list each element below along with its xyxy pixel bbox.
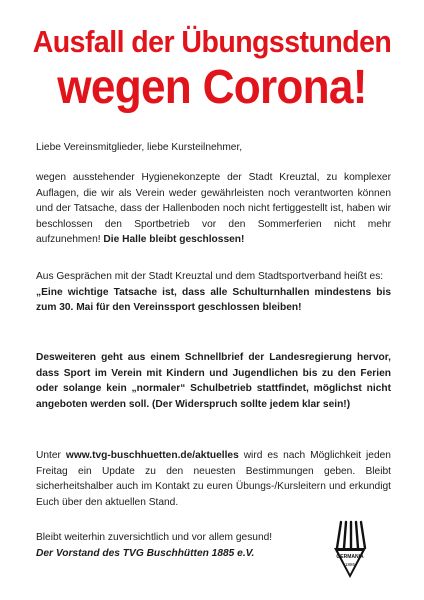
website-link[interactable]: www.tvg-buschhuetten.de/aktuelles xyxy=(65,450,239,461)
greeting-text: Liebe Vereinsmitglieder, liebe Kursteilnehmer, xyxy=(36,142,243,153)
paragraph-4 xyxy=(36,448,391,510)
headline-line-2: wegen Corona! xyxy=(57,61,367,114)
logo-text: GERMANIA xyxy=(336,554,364,560)
paragraph-4-suffix: wird es nach Möglichkeit jeden Freitag ein Update zu den neuesten Bestimmungen geben. Bleibt sicherheitshalber auch im Kontakt zu euren Übungs-/Kursleitern und erkundigt Euch über den aktuellen Stand. xyxy=(36,450,391,508)
hall-closed-notice: Die Halle bleibt geschlossen! xyxy=(103,234,245,246)
paragraph-4-prefix: Unter xyxy=(36,450,61,461)
closing-text: Bleibt weiterhin zuversichtlich und vor allem gesund! xyxy=(36,532,273,543)
paragraph-1 xyxy=(36,170,391,248)
paragraph-2 xyxy=(36,269,391,316)
paragraph-3-text: Desweiteren geht aus einem Schnellbrief der Landesregierung hervor, dass Sport im Verein mit Kindern und Jugendlichen bis zu den Ferien oder solange kein „normaler“ Schulbetrieb stattfindet, möglichst nicht angeboten werden soll. (Der Widerspruch sollte jedem klar sein!) xyxy=(36,352,391,410)
paragraph-2-intro: Aus Gesprächen mit der Stadt Kreuztal und dem Stadtsportverband heißt es: xyxy=(36,271,384,282)
paragraph-2-quote: „Eine wichtige Tatsache ist, dass alle Schulturnhallen mindestens bis zum 30. Mai für den Vereinssport geschlossen bleiben! xyxy=(36,286,391,314)
germania-crest-icon xyxy=(330,520,370,580)
signature: Der Vorstand des TVG Buschhütten 1885 e.V. xyxy=(36,547,255,559)
headline-line-1: Ausfall der Übungsstunden xyxy=(32,24,392,59)
paragraph-3 xyxy=(36,350,391,412)
greeting xyxy=(36,140,391,156)
logo-year: 1885 xyxy=(344,562,356,567)
paragraph-1-text: wegen ausstehender Hygienekonzepte der Stadt Kreuztal, zu komplexer Auflagen, die wir als Verein weder gewährleisten noch verantworten können und der Tatsache, dass der Hallenboden noch nicht fertiggestellt ist, haben wir beschlossen den Sportbetrieb vor den Sommerferien nicht mehr aufzunehmen! xyxy=(36,172,391,246)
